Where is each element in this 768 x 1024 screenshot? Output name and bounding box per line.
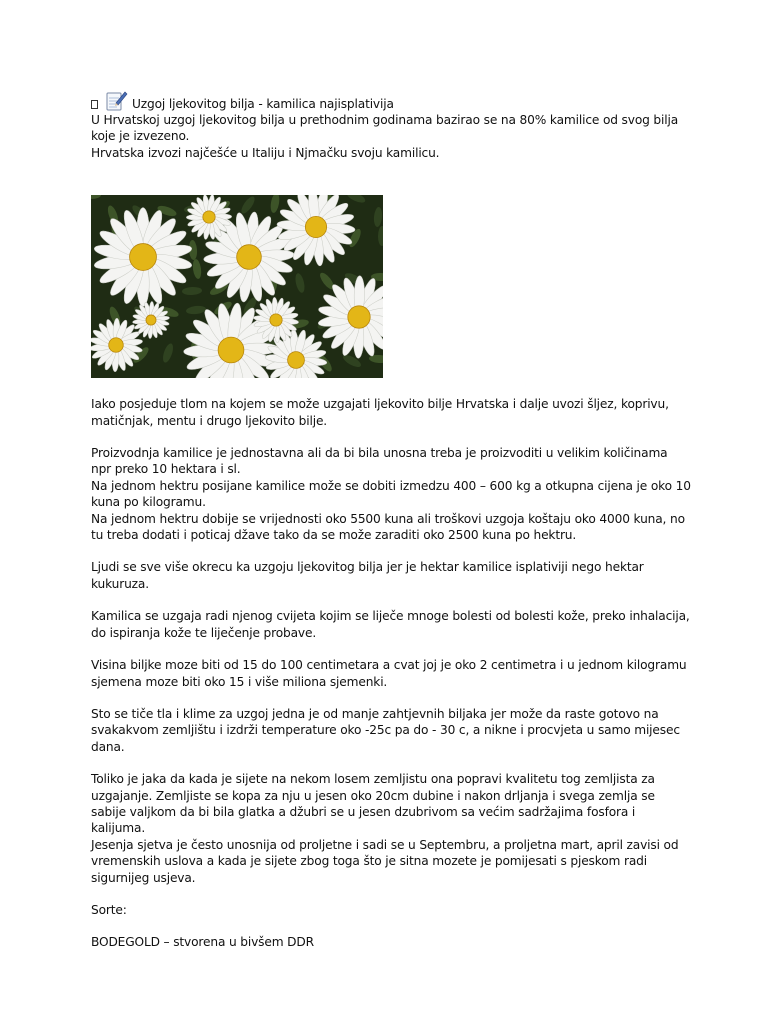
flower-center xyxy=(130,244,157,271)
chamomile-photo xyxy=(91,195,383,378)
flower-center xyxy=(348,306,370,328)
paragraph-7-line-2: Jesenja sjetva je često unosnija od proljetne i sadi se u Septembru, a proljetna mart, april zavisi od vremenskih uslova a kada je sijete zbog toga što je sitna mozete je pomijesati s pjeskom radi sigurnijeg usjeva. xyxy=(91,837,679,885)
paragraph-2-line-1: Proizvodnja kamilice je jednostavna ali da bi bila unosna treba je proizvoditi u velikim količinama npr preko 10 hektara i sl. xyxy=(91,446,668,477)
paragraph-2-line-2: Na jednom hektru posijane kamilice može se dobiti izmedzu 400 – 600 kg a otkupna cijena je oko 10 kuna po kilogramu. xyxy=(91,478,691,510)
variety-bodegold: BODEGOLD – stvorena u bivšem DDR xyxy=(91,935,314,950)
paragraph-6: Sto se tiče tla i klime za uzgoj jedna je od manje zahtjevnih biljaka jer može da raste gotovo na svakakvom zemljištu i izdrži temperature oko -25c pa do - 30 c, a nikne i procvjeta u samo mijesec dana. xyxy=(91,706,680,754)
flower-center xyxy=(237,245,262,270)
flower-center xyxy=(305,217,326,238)
flower-center xyxy=(288,352,305,369)
missing-glyph-box-icon xyxy=(91,100,98,109)
flower-center xyxy=(270,314,282,326)
paragraph-7-line-1: Toliko je jaka da kada je sijete na nekom losem zemljistu ona popravi kvalitetu tog zemljista za uzgajanje. Zemljiste se kopa za nju u jesen oko 20cm dubine i nakon drljanja i svega zemlja se sabije valjkom da bi bila glatka a džubri se u jesen dzubrivom sa većim sadržajima fosfora i kalijuma. xyxy=(91,772,655,836)
document-title: Uzgoj ljekovitog bilja - kamilica najisplativija xyxy=(132,96,394,111)
flower-center xyxy=(146,315,156,325)
intro-line-2: Hrvatska izvozi najčešće u Italiju i Njmačku svoju kamilicu. xyxy=(91,145,440,160)
paragraph-1: Iako posjeduje tlom na kojem se može uzgajati ljekovito bilje Hrvatska i dalje uvozi šljez, koprivu, matičnjak, mentu i drugo ljekovito bilje. xyxy=(91,397,669,428)
title-line xyxy=(91,94,691,112)
notepad-pencil-icon xyxy=(104,89,128,113)
paragraph-4: Kamilica se uzgaja radi njenog cvijeta kojim se liječe mnoge bolesti od bolesti kože, preko inhalacija, do ispiranja kože te liječenje probave. xyxy=(91,609,690,640)
flower-center xyxy=(109,338,124,353)
paragraph-5: Visina biljke moze biti od 15 do 100 centimetara a cvat joj je oko 2 centimetra i u jednom kilogramu sjemena moze biti oko 15 i više miliona sjemenki. xyxy=(91,658,687,689)
chamomile-flowers-image xyxy=(91,195,383,378)
paragraph-2-line-3: Na jednom hektru dobije se vrijednosti oko 5500 kuna ali troškovi uzgoja koštaju oko 4000 kuna, no tu treba dodati i poticaj džave tako da se može zaraditi oko 2500 kuna po hektru. xyxy=(91,511,685,543)
document-page xyxy=(91,94,691,951)
intro-line-1: U Hrvatskoj uzgoj ljekovitog bilja u prethodnim godinama bazirao se na 80% kamilice od svog bilja koje je izvezeno. xyxy=(91,113,679,144)
sorte-heading: Sorte: xyxy=(91,902,127,917)
flower-center xyxy=(203,211,215,223)
paragraph-3: Ljudi se sve više okrecu ka uzgoju ljekovitog bilja jer je hektar kamilice isplativiji nego hektar kukuruza. xyxy=(91,560,644,591)
flower-center xyxy=(218,337,244,363)
